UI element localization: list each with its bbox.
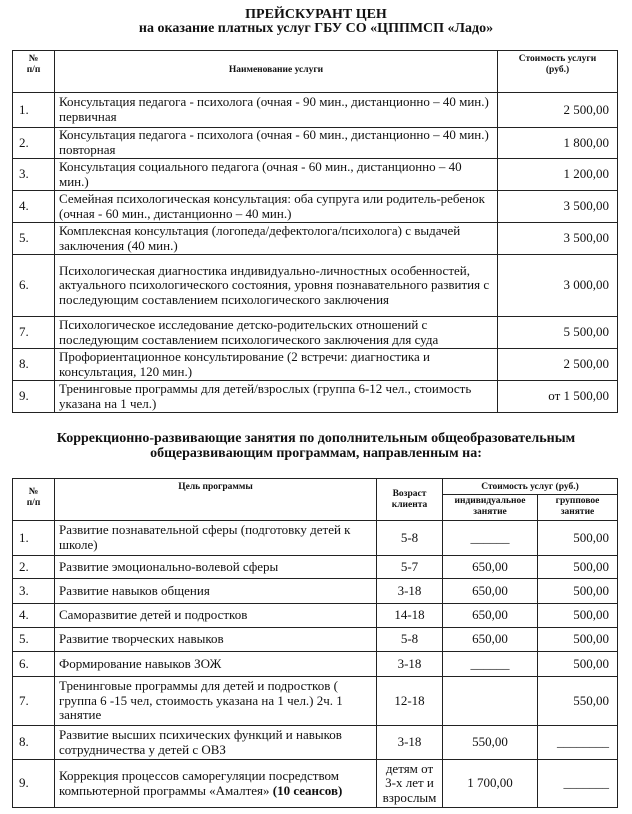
row-goal: Развитие навыков общения: [55, 579, 377, 604]
header-num: № п/п: [13, 51, 55, 93]
page-title: ПРЕЙСКУРАНТ ЦЕН: [245, 7, 387, 22]
row-individual-price: 650,00: [443, 604, 538, 628]
header-num: № п/п: [13, 479, 55, 521]
row-service-name: Комплексная консультация (логопеда/дефектолога/психолога) с выдачей заключения (40 мин.): [55, 223, 498, 255]
row-goal: Развитие познавательной сферы (подготовку детей к школе): [55, 521, 377, 556]
section-title-continued: общеразвивающим программам, направленным на:: [150, 446, 482, 461]
row-age: 5-8: [377, 521, 443, 556]
price-table-services: [12, 50, 618, 413]
row-num: 8.: [13, 349, 55, 381]
row-goal: Саморазвитие детей и подростков: [55, 604, 377, 628]
row-num: 3.: [13, 159, 55, 191]
row-group-price: 500,00: [538, 579, 618, 604]
table-row: [13, 760, 618, 808]
table-row: [13, 677, 618, 726]
row-goal: Развитие эмоционально-волевой сферы: [55, 556, 377, 579]
row-individual-price: ______: [443, 521, 538, 556]
row-num: 9.: [13, 760, 55, 808]
row-num: 1.: [13, 521, 55, 556]
row-group-price: _______: [538, 760, 618, 808]
row-price: 2 500,00: [498, 93, 618, 128]
row-num: 7.: [13, 677, 55, 726]
row-num: 2.: [13, 556, 55, 579]
row-num: 8.: [13, 726, 55, 760]
row-goal-sessions: (10 сеансов): [272, 782, 343, 798]
row-goal: Развитие высших психических функций и навыков сотрудничества у детей с ОВЗ: [55, 726, 377, 760]
row-price: 3 500,00: [498, 191, 618, 223]
row-service-name: Профориентационное консультирование (2 встречи: диагностика и консультация, 120 мин.): [55, 349, 498, 381]
table-row: [13, 604, 618, 628]
header-individual: индивидуальное занятие: [443, 495, 538, 521]
row-num: 7.: [13, 317, 55, 349]
row-num: 5.: [13, 628, 55, 652]
table-row: [13, 159, 618, 191]
row-group-price: ________: [538, 726, 618, 760]
table-row: [13, 191, 618, 223]
table-row: [13, 381, 618, 413]
row-num: 6.: [13, 255, 55, 317]
row-num: 9.: [13, 381, 55, 413]
row-individual-price: 1 700,00: [443, 760, 538, 808]
table-row: [13, 223, 618, 255]
table-row: [13, 349, 618, 381]
page-subtitle: на оказание платных услуг ГБУ СО «ЦППМСП «Ладо»: [138, 21, 494, 36]
table-row: [13, 652, 618, 677]
row-goal: Тренинговые программы для детей и подростков ( группа 6 -15 чел, стоимость указана на 1 чел.) 2ч. 1 занятие: [55, 677, 377, 726]
row-goal-text: Коррекция процессов саморегуляции посредством компьютерной программы «Амалтея»: [59, 767, 339, 798]
row-price: 3 000,00: [498, 255, 618, 317]
row-age: 5-7: [377, 556, 443, 579]
table-row: [13, 726, 618, 760]
table-header-row: [13, 51, 618, 93]
row-service-name: Психологическая диагностика индивидуально-личностных особенностей, актуального психологического состояния, уровня познавательного развития с последующим составлением психологического заключения: [55, 255, 498, 317]
row-price: от 1 500,00: [498, 381, 618, 413]
row-service-name: Тренинговые программы для детей/взрослых (группа 6-12 чел., стоимость указана на 1 чел.): [55, 381, 498, 413]
row-individual-price: 650,00: [443, 579, 538, 604]
table-row: [13, 628, 618, 652]
row-group-price: 500,00: [538, 652, 618, 677]
row-age: 3-18: [377, 579, 443, 604]
row-group-price: 500,00: [538, 556, 618, 579]
row-group-price: 550,00: [538, 677, 618, 726]
row-num: 6.: [13, 652, 55, 677]
table-row: [13, 255, 618, 317]
row-num: 4.: [13, 191, 55, 223]
row-group-price: 500,00: [538, 604, 618, 628]
row-age: детям от 3-х лет и взрослым: [377, 760, 443, 808]
row-service-name: Семейная психологическая консультация: оба супруга или родитель-ребенок (очная - 60 мин., дистанционно – 40 мин.): [55, 191, 498, 223]
row-goal: Развитие творческих навыков: [55, 628, 377, 652]
header-goal: Цель программы: [55, 479, 377, 521]
row-goal: [55, 760, 377, 808]
price-table-programs: [12, 478, 618, 808]
header-cost: Стоимость услуг (руб.): [443, 479, 618, 495]
row-individual-price: 650,00: [443, 628, 538, 652]
row-service-name: Консультация педагога - психолога (очная - 60 мин., дистанционно – 40 мин.) повторная: [55, 128, 498, 159]
row-individual-price: ______: [443, 652, 538, 677]
table-row: [13, 317, 618, 349]
table-row: [13, 93, 618, 128]
table-row: [13, 521, 618, 556]
header-price: Стоимость услуги (руб.): [498, 51, 618, 93]
section-title: Коррекционно-развивающие занятия по дополнительным общеобразовательным: [56, 431, 576, 446]
row-age: 5-8: [377, 628, 443, 652]
header-service-name: Наименование услуги: [55, 51, 498, 93]
row-num: 1.: [13, 93, 55, 128]
row-age: 12-18: [377, 677, 443, 726]
row-num: 3.: [13, 579, 55, 604]
row-individual-price: 550,00: [443, 726, 538, 760]
row-age: 3-18: [377, 652, 443, 677]
row-price: 1 200,00: [498, 159, 618, 191]
table-row: [13, 579, 618, 604]
row-service-name: Психологическое исследование детско-родительских отношений с последующим составлением психологического заключения для суда: [55, 317, 498, 349]
row-service-name: Консультация педагога - психолога (очная - 90 мин., дистанционно – 40 мин.) первичная: [55, 93, 498, 128]
header-age: Возраст клиента: [377, 479, 443, 521]
table-header-row: [13, 479, 618, 495]
row-num: 2.: [13, 128, 55, 159]
row-individual-price: [443, 677, 538, 726]
row-age: 14-18: [377, 604, 443, 628]
row-price: 2 500,00: [498, 349, 618, 381]
row-price: 1 800,00: [498, 128, 618, 159]
row-num: 4.: [13, 604, 55, 628]
row-group-price: 500,00: [538, 521, 618, 556]
row-group-price: 500,00: [538, 628, 618, 652]
header-group: групповое занятие: [538, 495, 618, 521]
row-price: 5 500,00: [498, 317, 618, 349]
row-age: 3-18: [377, 726, 443, 760]
row-individual-price: 650,00: [443, 556, 538, 579]
row-num: 5.: [13, 223, 55, 255]
row-price: 3 500,00: [498, 223, 618, 255]
table-row: [13, 128, 618, 159]
row-service-name: Консультация социального педагога (очная - 60 мин., дистанционно – 40 мин.): [55, 159, 498, 191]
row-goal: Формирование навыков ЗОЖ: [55, 652, 377, 677]
table-row: [13, 556, 618, 579]
